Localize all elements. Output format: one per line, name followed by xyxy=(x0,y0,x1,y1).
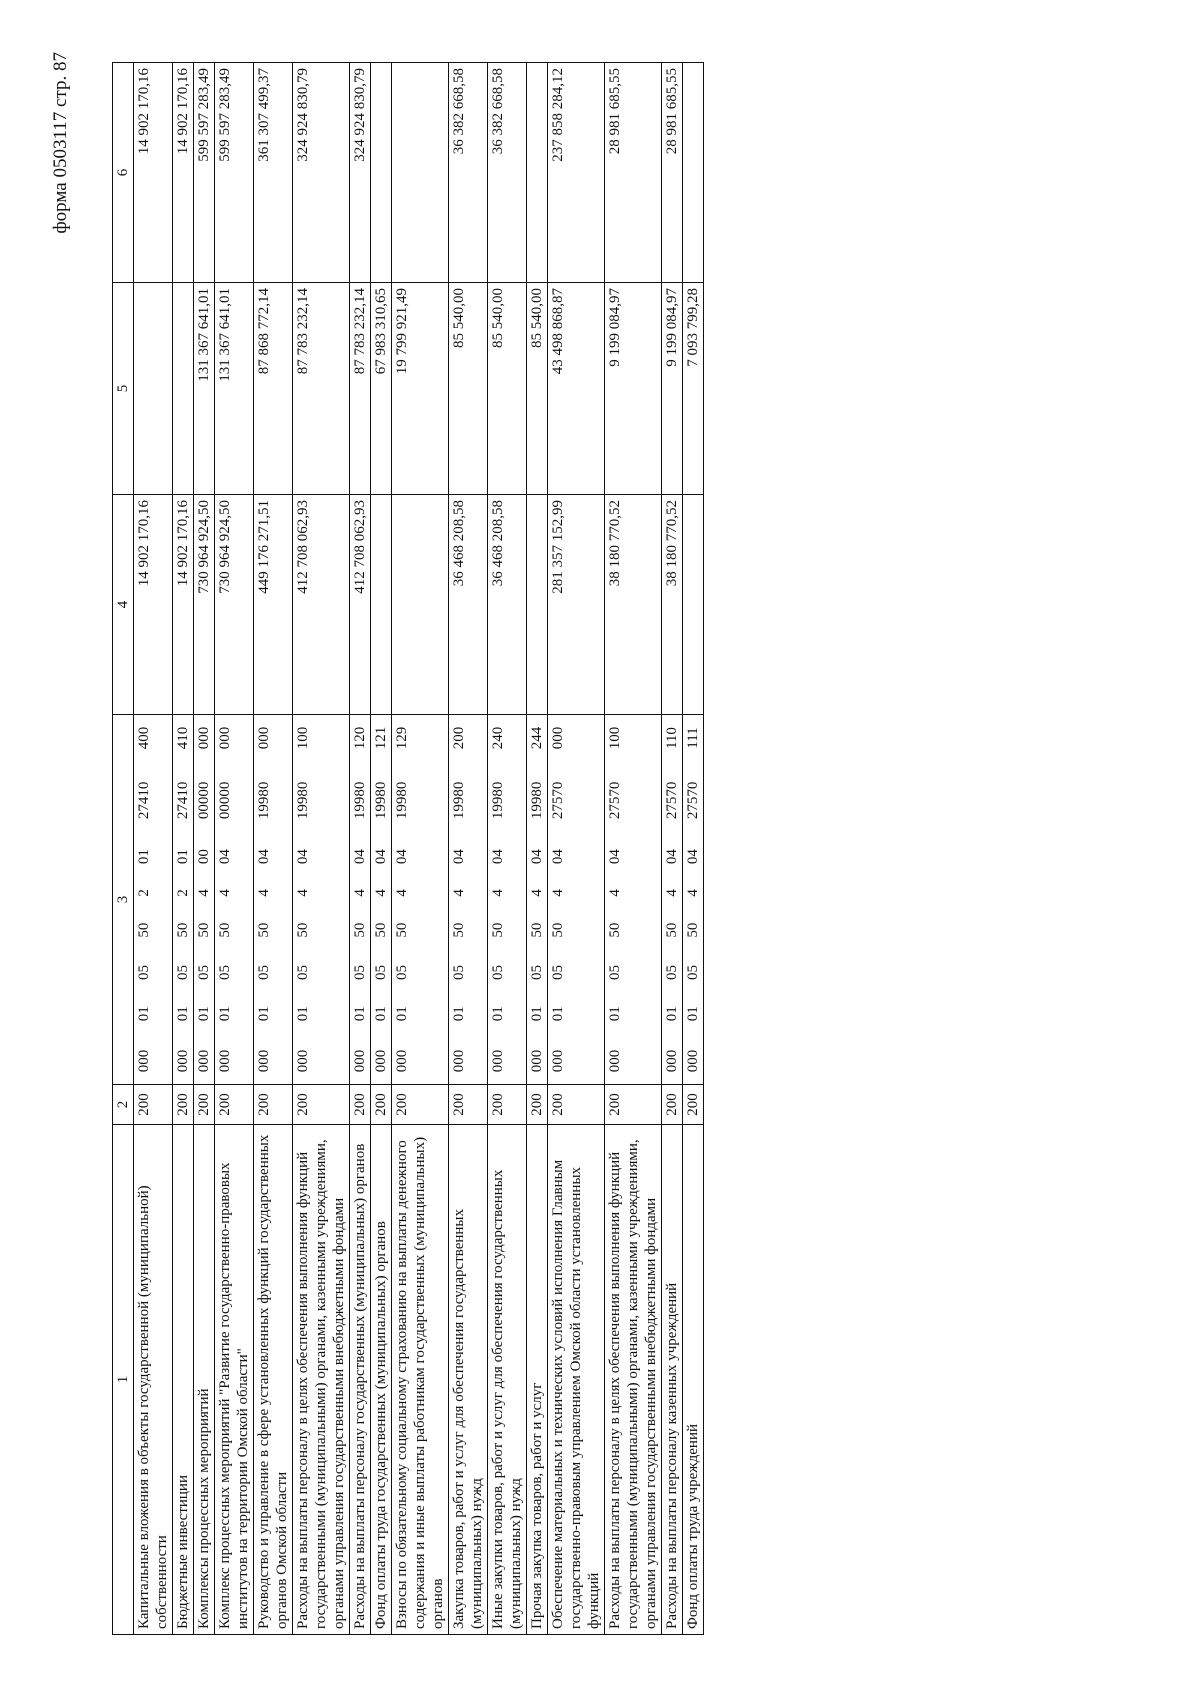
code-segment: 19980 xyxy=(373,781,389,820)
code-segment: 01 xyxy=(136,1006,152,1022)
code-segment: 05 xyxy=(352,964,368,980)
unexecuted-amount: 36 382 668,58 xyxy=(449,63,488,283)
code-segment: 04 xyxy=(451,849,467,865)
line-code: 200 xyxy=(215,1085,254,1125)
line-code: 200 xyxy=(254,1085,293,1125)
code-segment: 01 xyxy=(451,1006,467,1022)
column-header: 6 xyxy=(113,63,134,283)
table-row xyxy=(392,63,449,1635)
unexecuted-amount: 324 924 830,79 xyxy=(350,63,371,283)
code-segment: 01 xyxy=(256,1006,272,1022)
code-segment: 400 xyxy=(136,726,152,750)
code-segment: 04 xyxy=(550,849,566,865)
code-segment: 111 xyxy=(685,727,701,749)
code-segment: 50 xyxy=(685,922,701,938)
code-segment: 05 xyxy=(529,964,545,980)
code-segment: 04 xyxy=(256,849,272,865)
row-name: Фонд оплаты труда учреждений xyxy=(683,1125,704,1635)
line-code: 200 xyxy=(350,1085,371,1125)
code-segment: 19980 xyxy=(295,781,311,820)
row-name: Расходы на выплаты персоналу государственных (муниципальных) органов xyxy=(350,1125,371,1635)
code-segment: 4 xyxy=(529,889,545,897)
code-segment: 4 xyxy=(664,889,680,897)
executed-amount xyxy=(173,283,194,495)
code-segment: 50 xyxy=(175,922,191,938)
code-segment: 4 xyxy=(490,889,506,897)
code-segment: 50 xyxy=(451,922,467,938)
approved-amount: 412 708 062,93 xyxy=(293,495,350,715)
column-number-row xyxy=(113,63,134,1635)
executed-amount: 85 540,00 xyxy=(449,283,488,495)
approved-amount: 36 468 208,58 xyxy=(449,495,488,715)
table-row xyxy=(371,63,392,1635)
code-segment: 04 xyxy=(217,849,233,865)
code-segment: 000 xyxy=(685,1049,701,1073)
code-segment: 01 xyxy=(136,849,152,865)
code-segment: 05 xyxy=(451,964,467,980)
code-segment: 000 xyxy=(373,1049,389,1073)
line-code: 200 xyxy=(392,1085,449,1125)
code-segment: 01 xyxy=(394,1006,410,1022)
executed-amount: 87 783 232,14 xyxy=(350,283,371,495)
code-segment: 50 xyxy=(352,922,368,938)
executed-amount: 87 868 772,14 xyxy=(254,283,293,495)
code-segment: 000 xyxy=(196,726,212,750)
form-page-label: форма 0503117 стр. 87 xyxy=(50,52,71,234)
budget-classification-code xyxy=(371,715,392,1085)
code-segment: 27570 xyxy=(550,781,566,820)
unexecuted-amount: 324 924 830,79 xyxy=(293,63,350,283)
approved-amount: 730 964 924,50 xyxy=(194,495,215,715)
approved-amount: 14 902 170,16 xyxy=(173,495,194,715)
code-segment: 05 xyxy=(256,964,272,980)
code-segment: 01 xyxy=(664,1006,680,1022)
unexecuted-amount xyxy=(527,63,548,283)
code-segment: 19980 xyxy=(490,781,506,820)
code-segment: 4 xyxy=(196,889,212,897)
unexecuted-amount: 14 902 170,16 xyxy=(173,63,194,283)
code-segment: 000 xyxy=(217,726,233,750)
code-segment: 4 xyxy=(451,889,467,897)
table-row xyxy=(173,63,194,1635)
executed-amount: 85 540,00 xyxy=(488,283,527,495)
code-segment: 01 xyxy=(607,1006,623,1022)
approved-amount xyxy=(683,495,704,715)
code-segment: 05 xyxy=(394,964,410,980)
code-segment: 00000 xyxy=(217,781,233,820)
code-segment: 04 xyxy=(394,849,410,865)
code-segment: 27410 xyxy=(136,781,152,820)
code-segment: 000 xyxy=(664,1049,680,1073)
executed-amount: 131 367 641,01 xyxy=(215,283,254,495)
table-row xyxy=(293,63,350,1635)
code-segment: 50 xyxy=(607,922,623,938)
code-segment: 000 xyxy=(295,1049,311,1073)
code-segment: 19980 xyxy=(256,781,272,820)
code-segment: 000 xyxy=(175,1049,191,1073)
approved-amount: 449 176 271,51 xyxy=(254,495,293,715)
code-segment: 4 xyxy=(685,889,701,897)
line-code: 200 xyxy=(134,1085,173,1125)
budget-classification-code xyxy=(392,715,449,1085)
table-row xyxy=(527,63,548,1635)
code-segment: 50 xyxy=(664,922,680,938)
code-segment: 04 xyxy=(607,849,623,865)
budget-classification-code xyxy=(215,715,254,1085)
code-segment: 000 xyxy=(352,1049,368,1073)
row-name: Комплексы процессных мероприятий xyxy=(194,1125,215,1635)
code-segment: 05 xyxy=(607,964,623,980)
code-segment: 01 xyxy=(175,849,191,865)
unexecuted-amount: 599 597 283,49 xyxy=(215,63,254,283)
code-segment: 000 xyxy=(394,1049,410,1073)
code-segment: 4 xyxy=(352,889,368,897)
code-segment: 2 xyxy=(175,889,191,897)
approved-amount xyxy=(392,495,449,715)
row-name: Расходы на выплаты персоналу казенных учреждений xyxy=(662,1125,683,1635)
executed-amount: 9 199 084,97 xyxy=(605,283,662,495)
code-segment: 19980 xyxy=(451,781,467,820)
executed-amount: 9 199 084,97 xyxy=(662,283,683,495)
code-segment: 200 xyxy=(451,726,467,750)
code-segment: 4 xyxy=(217,889,233,897)
code-segment: 27570 xyxy=(685,781,701,820)
code-segment: 01 xyxy=(490,1006,506,1022)
code-segment: 50 xyxy=(373,922,389,938)
row-name: Руководство и управление в сфере установленных функций государственных органов Омской области xyxy=(254,1125,293,1635)
code-segment: 000 xyxy=(136,1049,152,1073)
code-segment: 01 xyxy=(196,1006,212,1022)
budget-classification-code xyxy=(449,715,488,1085)
code-segment: 000 xyxy=(607,1049,623,1073)
budget-classification-code xyxy=(662,715,683,1085)
approved-amount xyxy=(371,495,392,715)
executed-amount: 85 540,00 xyxy=(527,283,548,495)
table-row xyxy=(605,63,662,1635)
budget-classification-code xyxy=(254,715,293,1085)
code-segment: 04 xyxy=(664,849,680,865)
unexecuted-amount xyxy=(371,63,392,283)
code-segment: 000 xyxy=(550,726,566,750)
code-segment: 244 xyxy=(529,726,545,750)
code-segment: 05 xyxy=(664,964,680,980)
row-name: Закупка товаров, работ и услуг для обеспечения государственных (муниципальных) нужд xyxy=(449,1125,488,1635)
table-body xyxy=(134,63,704,1635)
table-row xyxy=(134,63,173,1635)
code-segment: 50 xyxy=(490,922,506,938)
table-row xyxy=(662,63,683,1635)
code-segment: 04 xyxy=(490,849,506,865)
table-row xyxy=(488,63,527,1635)
code-segment: 000 xyxy=(451,1049,467,1073)
budget-classification-code xyxy=(527,715,548,1085)
code-segment: 04 xyxy=(373,849,389,865)
executed-amount: 43 498 868,87 xyxy=(548,283,605,495)
code-segment: 100 xyxy=(295,726,311,750)
line-code: 200 xyxy=(371,1085,392,1125)
unexecuted-amount: 237 858 284,12 xyxy=(548,63,605,283)
executed-amount xyxy=(134,283,173,495)
code-segment: 27570 xyxy=(607,781,623,820)
code-segment: 000 xyxy=(196,1049,212,1073)
approved-amount xyxy=(527,495,548,715)
code-segment: 05 xyxy=(175,964,191,980)
code-segment: 01 xyxy=(175,1006,191,1022)
code-segment: 04 xyxy=(685,849,701,865)
code-segment: 04 xyxy=(295,849,311,865)
executed-amount: 131 367 641,01 xyxy=(194,283,215,495)
approved-amount: 14 902 170,16 xyxy=(134,495,173,715)
code-segment: 50 xyxy=(256,922,272,938)
code-segment: 19980 xyxy=(352,781,368,820)
line-code: 200 xyxy=(662,1085,683,1125)
table-row xyxy=(215,63,254,1635)
code-segment: 000 xyxy=(550,1049,566,1073)
line-code: 200 xyxy=(488,1085,527,1125)
code-segment: 100 xyxy=(607,726,623,750)
code-segment: 05 xyxy=(217,964,233,980)
row-name: Прочая закупка товаров, работ и услуг xyxy=(527,1125,548,1635)
budget-execution-table xyxy=(112,62,704,1635)
approved-amount: 730 964 924,50 xyxy=(215,495,254,715)
code-segment: 04 xyxy=(529,849,545,865)
line-code: 200 xyxy=(293,1085,350,1125)
budget-classification-code xyxy=(194,715,215,1085)
code-segment: 05 xyxy=(136,964,152,980)
budget-classification-code xyxy=(605,715,662,1085)
executed-amount: 87 783 232,14 xyxy=(293,283,350,495)
code-segment: 121 xyxy=(373,726,389,750)
row-name: Комплекс процессных мероприятий "Развитие государственно-правовых институтов на территории Омской области" xyxy=(215,1125,254,1635)
code-segment: 01 xyxy=(373,1006,389,1022)
code-segment: 000 xyxy=(529,1049,545,1073)
unexecuted-amount xyxy=(392,63,449,283)
budget-classification-code xyxy=(350,715,371,1085)
code-segment: 05 xyxy=(550,964,566,980)
row-name: Расходы на выплаты персоналу в целях обеспечения выполнения функций государственными (муниципальными) органами, казенными учреждениями, органами управления государственными внебюджетными фондами xyxy=(605,1125,662,1635)
unexecuted-amount: 36 382 668,58 xyxy=(488,63,527,283)
code-segment: 50 xyxy=(529,922,545,938)
code-segment: 50 xyxy=(295,922,311,938)
column-header: 2 xyxy=(113,1085,134,1125)
line-code: 200 xyxy=(527,1085,548,1125)
row-name: Иные закупки товаров, работ и услуг для обеспечения государственных (муниципальных) нужд xyxy=(488,1125,527,1635)
budget-classification-code xyxy=(488,715,527,1085)
approved-amount: 412 708 062,93 xyxy=(350,495,371,715)
code-segment: 01 xyxy=(295,1006,311,1022)
unexecuted-amount: 361 307 499,37 xyxy=(254,63,293,283)
code-segment: 000 xyxy=(256,1049,272,1073)
code-segment: 27410 xyxy=(175,781,191,820)
budget-classification-code xyxy=(548,715,605,1085)
unexecuted-amount: 28 981 685,55 xyxy=(662,63,683,283)
column-header: 5 xyxy=(113,283,134,495)
code-segment: 05 xyxy=(490,964,506,980)
code-segment: 4 xyxy=(295,889,311,897)
code-segment: 01 xyxy=(550,1006,566,1022)
code-segment: 4 xyxy=(394,889,410,897)
code-segment: 05 xyxy=(685,964,701,980)
table-row xyxy=(350,63,371,1635)
approved-amount: 281 357 152,99 xyxy=(548,495,605,715)
line-code: 200 xyxy=(548,1085,605,1125)
code-segment: 2 xyxy=(136,889,152,897)
column-header: 3 xyxy=(113,715,134,1085)
code-segment: 50 xyxy=(394,922,410,938)
table-row xyxy=(194,63,215,1635)
table-row xyxy=(449,63,488,1635)
budget-classification-code xyxy=(683,715,704,1085)
code-segment: 01 xyxy=(685,1006,701,1022)
row-name: Фонд оплаты труда государственных (муниципальных) органов xyxy=(371,1125,392,1635)
approved-amount: 38 180 770,52 xyxy=(605,495,662,715)
row-name: Взносы по обязательному социальному страхованию на выплаты денежного содержания и иные выплаты работникам государственных (муниципальных) органов xyxy=(392,1125,449,1635)
code-segment: 4 xyxy=(550,889,566,897)
code-segment: 01 xyxy=(529,1006,545,1022)
code-segment: 000 xyxy=(256,726,272,750)
code-segment: 129 xyxy=(394,726,410,750)
line-code: 200 xyxy=(605,1085,662,1125)
code-segment: 19980 xyxy=(394,781,410,820)
code-segment: 50 xyxy=(196,922,212,938)
row-name: Обеспечение материальных и технических условий исполнения Главным государственно-правовым управлением Омской области установленных функций xyxy=(548,1125,605,1635)
code-segment: 000 xyxy=(490,1049,506,1073)
unexecuted-amount: 599 597 283,49 xyxy=(194,63,215,283)
code-segment: 05 xyxy=(373,964,389,980)
row-name: Капитальные вложения в объекты государственной (муниципальной) собственности xyxy=(134,1125,173,1635)
budget-classification-code xyxy=(173,715,194,1085)
unexecuted-amount xyxy=(683,63,704,283)
budget-classification-code xyxy=(293,715,350,1085)
code-segment: 05 xyxy=(196,964,212,980)
code-segment: 120 xyxy=(352,726,368,750)
table-row xyxy=(683,63,704,1635)
code-segment: 50 xyxy=(550,922,566,938)
code-segment: 4 xyxy=(373,889,389,897)
line-code: 200 xyxy=(173,1085,194,1125)
code-segment: 05 xyxy=(295,964,311,980)
code-segment: 4 xyxy=(256,889,272,897)
approved-amount: 36 468 208,58 xyxy=(488,495,527,715)
code-segment: 50 xyxy=(217,922,233,938)
code-segment: 50 xyxy=(136,922,152,938)
line-code: 200 xyxy=(194,1085,215,1125)
code-segment: 01 xyxy=(217,1006,233,1022)
approved-amount: 38 180 770,52 xyxy=(662,495,683,715)
executed-amount: 7 093 799,28 xyxy=(683,283,704,495)
column-header: 1 xyxy=(113,1125,134,1635)
unexecuted-amount: 14 902 170,16 xyxy=(134,63,173,283)
code-segment: 19980 xyxy=(529,781,545,820)
unexecuted-amount: 28 981 685,55 xyxy=(605,63,662,283)
executed-amount: 19 799 921,49 xyxy=(392,283,449,495)
line-code: 200 xyxy=(449,1085,488,1125)
code-segment: 410 xyxy=(175,726,191,750)
executed-amount: 67 983 310,65 xyxy=(371,283,392,495)
code-segment: 00000 xyxy=(196,781,212,820)
row-name: Расходы на выплаты персоналу в целях обеспечения выполнения функций государственными (муниципальными) органами, казенными учреждениями, органами управления государственными внебюджетными фондами xyxy=(293,1125,350,1635)
table-row xyxy=(254,63,293,1635)
table-row xyxy=(548,63,605,1635)
row-name: Бюджетные инвестиции xyxy=(173,1125,194,1635)
code-segment: 04 xyxy=(352,849,368,865)
code-segment: 000 xyxy=(217,1049,233,1073)
code-segment: 00 xyxy=(196,849,212,865)
code-segment: 27570 xyxy=(664,781,680,820)
budget-classification-code xyxy=(134,715,173,1085)
code-segment: 4 xyxy=(607,889,623,897)
line-code: 200 xyxy=(683,1085,704,1125)
code-segment: 01 xyxy=(352,1006,368,1022)
code-segment: 240 xyxy=(490,726,506,750)
column-header: 4 xyxy=(113,495,134,715)
code-segment: 110 xyxy=(664,727,680,750)
